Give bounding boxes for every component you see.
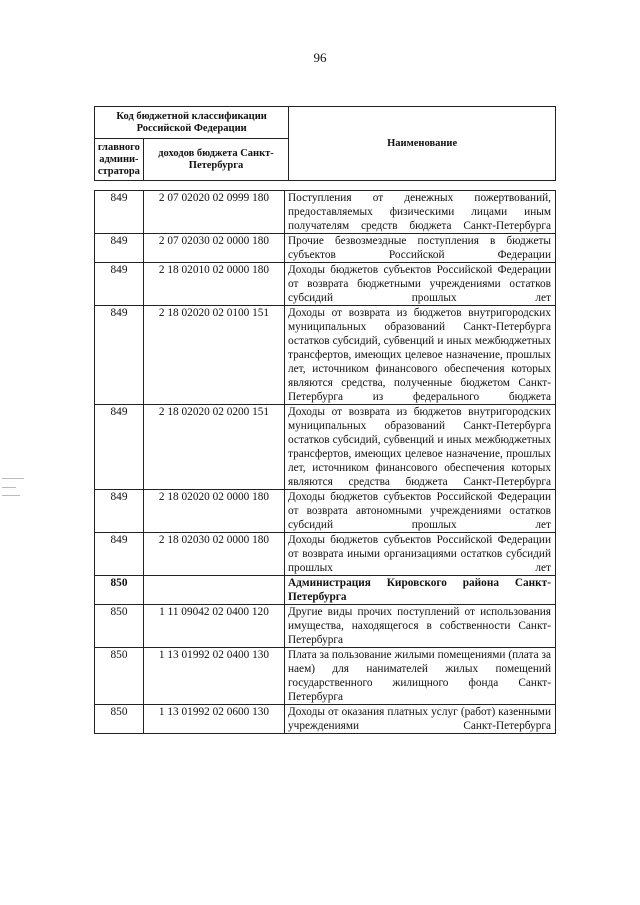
scan-artifact [2, 495, 20, 496]
name-cell: Доходы от возврата из бюджетов внутригородских муниципальных образований Санкт-Петербурга остатков субсидий, субвенций и иных межбюджетных трансфертов, имеющих целевое назначение, прошлых лет, источником финансового обеспечения которых являются средства, полученные бюджетом Санкт-Петербурга из федерального бюджета [285, 306, 556, 405]
admin-code-cell: 850 [95, 648, 144, 705]
name-cell: Администрация Кировского района Санкт-Петербурга [285, 576, 556, 605]
income-code-cell: 1 13 01992 02 0600 130 [144, 705, 285, 734]
table-row [95, 490, 556, 533]
page-number: 96 [313, 50, 327, 65]
table-row [95, 533, 556, 576]
income-code-cell: 2 07 02030 02 0000 180 [144, 234, 285, 263]
admin-code-cell: 850 [95, 705, 144, 734]
table-header [94, 106, 556, 181]
table-row [95, 263, 556, 306]
name-cell: Доходы от оказания платных услуг (работ) казенными учреждениями Санкт-Петербурга [285, 705, 556, 734]
admin-code-cell: 849 [95, 234, 144, 263]
admin-code-cell: 849 [95, 490, 144, 533]
income-code-cell: 1 13 01992 02 0400 130 [144, 648, 285, 705]
admin-code-cell: 849 [95, 533, 144, 576]
name-cell: Прочие безвозмездные поступления в бюджеты субъектов Российской Федерации [285, 234, 556, 263]
name-cell: Поступления от денежных пожертвований, предоставляемых физическими лицами иным получателям средств бюджета Санкт-Петербурга [285, 191, 556, 234]
income-code-cell: 2 18 02010 02 0000 180 [144, 263, 285, 306]
income-code-cell: 2 07 02020 02 0999 180 [144, 191, 285, 234]
header-budget-classification-code: Код бюджетной классификации Российской Федерации [95, 107, 289, 139]
admin-code-cell: 850 [95, 605, 144, 648]
income-code-cell: 2 18 02020 02 0000 180 [144, 490, 285, 533]
income-code-cell [144, 576, 285, 605]
header-income-column: доходов бюджета Санкт-Петербурга [143, 139, 289, 181]
table-row [95, 576, 556, 605]
name-cell: Доходы от возврата из бюджетов внутригородских муниципальных образований Санкт-Петербурга остатков субсидий, субвенций и иных межбюджетных трансфертов, имеющих целевое назначение, прошлых лет, источником финансового обеспечения которых являются средства бюджета Санкт-Петербурга [285, 405, 556, 490]
income-code-cell: 1 11 09042 02 0400 120 [144, 605, 285, 648]
admin-code-cell: 849 [95, 191, 144, 234]
table-row [95, 648, 556, 705]
header-name-column: Наименование [289, 107, 556, 181]
header-admin-column: главного админи-стратора [95, 139, 144, 181]
admin-code-cell: 849 [95, 405, 144, 490]
income-code-cell: 2 18 02030 02 0000 180 [144, 533, 285, 576]
admin-code-cell: 850 [95, 576, 144, 605]
budget-codes-table [94, 190, 556, 734]
table-row [95, 705, 556, 734]
table-row [95, 306, 556, 405]
admin-code-cell: 849 [95, 263, 144, 306]
income-code-cell: 2 18 02020 02 0100 151 [144, 306, 285, 405]
admin-code-cell: 849 [95, 306, 144, 405]
table-row [95, 405, 556, 490]
name-cell: Доходы бюджетов субъектов Российской Федерации от возврата иными организациями остатков субсидий прошлых лет [285, 533, 556, 576]
name-cell: Доходы бюджетов субъектов Российской Федерации от возврата бюджетными учреждениями остатков субсидий прошлых лет [285, 263, 556, 306]
table-row [95, 234, 556, 263]
scan-artifact [2, 478, 24, 479]
name-cell: Доходы бюджетов субъектов Российской Федерации от возврата автономными учреждениями остатков субсидий прошлых лет [285, 490, 556, 533]
scan-artifact [2, 487, 16, 488]
name-cell: Другие виды прочих поступлений от использования имущества, находящегося в собственности Санкт-Петербурга [285, 605, 556, 648]
table-row [95, 191, 556, 234]
name-cell: Плата за пользование жилыми помещениями (плата за наем) для нанимателей жилых помещений государственного жилищного фонда Санкт-Петербурга [285, 648, 556, 705]
income-code-cell: 2 18 02020 02 0200 151 [144, 405, 285, 490]
table-row [95, 605, 556, 648]
